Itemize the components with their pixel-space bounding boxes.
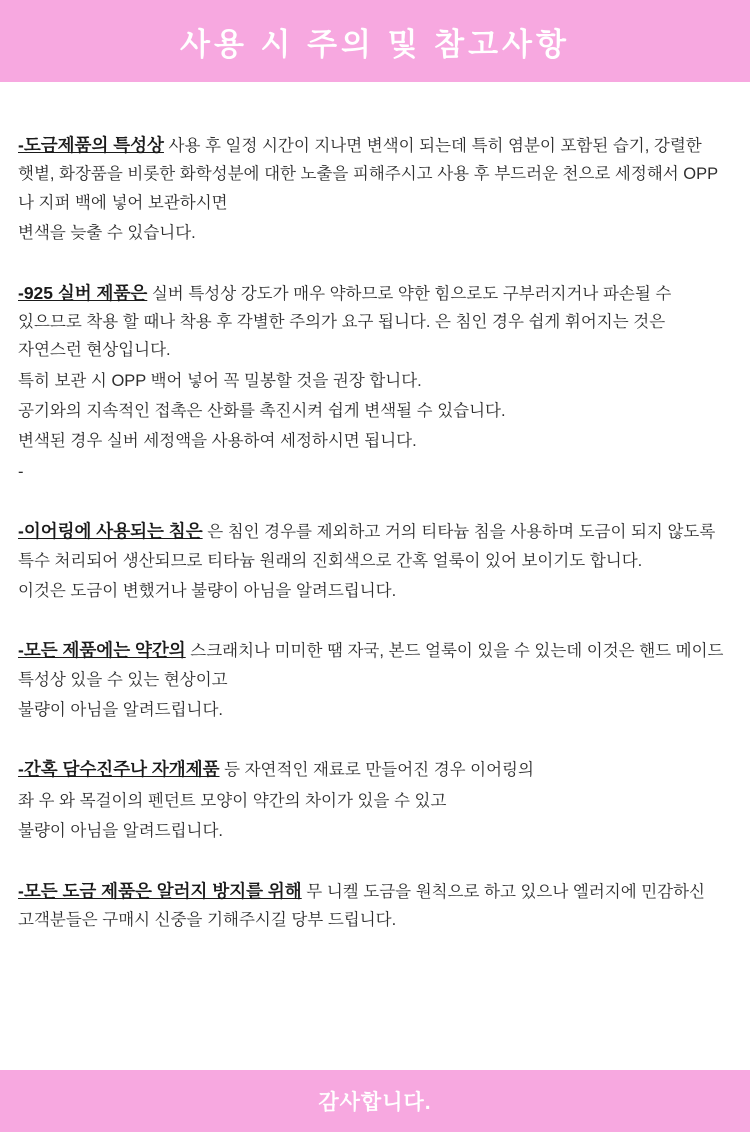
notice-section-1 (18, 130, 732, 248)
section-body: 변색을 늦출 수 있습니다. (18, 224, 196, 243)
notice-paragraph (18, 876, 732, 935)
section-body: 사용 후 일정 시간이 지나면 변색이 되는데 특히 염분이 포함된 습기, 강렬한 햇볕, 화장품을 비롯한 화학성분에 대한 노출을 피해주시고 사용 후 부드러운 천으로 세정해서 OPP 나 지퍼 백에 넣어 보관하시면 (18, 137, 718, 212)
section-body: 특히 보관 시 OPP 백어 넣어 꼭 밀봉할 것을 권장 합니다. (18, 371, 422, 390)
section-lead: -도금제품의 특성상 (18, 135, 164, 155)
section-divider-dash: - (18, 462, 24, 481)
notice-paragraph (18, 635, 732, 694)
header-banner (0, 0, 750, 82)
section-body: 은 침인 경우를 제외하고 거의 티타늄 침을 사용하며 도금이 되지 않도록 특수 처리되어 생산되므로 티타늄 원래의 진회색으로 간혹 얼룩이 있어 보이기도 합니다. (18, 523, 716, 570)
section-lead: -간혹 담수진주나 자개제품 (18, 759, 220, 780)
section-body: 이것은 도금이 변했거나 불량이 아님을 알려드립니다. (18, 581, 397, 600)
section-body: 불량이 아님을 알려드립니다. (18, 701, 224, 719)
section-lead: -모든 제품에는 약간의 (18, 640, 186, 661)
notice-section-3 (18, 516, 732, 605)
notice-section-5 (18, 754, 732, 845)
section-lead: -모든 도금 제품은 알러지 방지를 위해 (18, 880, 302, 901)
footer-banner (0, 1070, 750, 1132)
notice-section-2 (18, 278, 732, 487)
section-body: 스크래치나 미미한 땜 자국, 본드 얼룩이 있을 수 있는데 이것은 핸드 메이드 특성상 있을 수 있는 현상이고 (18, 642, 724, 689)
section-body: 무 니켈 도금을 원칙으로 하고 있으나 엘러지에 민감하신 고객분들은 구매시 신중을 기해주시길 당부 드립니다. (18, 882, 705, 929)
notice-section-4 (18, 635, 732, 724)
section-lead: -이어링에 사용되는 침은 (18, 521, 203, 542)
section-body: 불량이 아님을 알려드립니다. (18, 822, 224, 841)
section-body: 좌 우 와 목걸이의 펜던트 모양이 약간의 차이가 있을 수 있고 (18, 791, 447, 810)
notice-paragraph (18, 130, 732, 217)
notice-content (0, 82, 750, 974)
footer-thanks-text: 감사합니다. (318, 1091, 432, 1114)
section-body: 공기와의 지속적인 접촉은 산화를 촉진시켜 쉽게 변색될 수 있습니다. (18, 402, 506, 420)
section-body: 변색된 경우 실버 세정액을 사용하여 세정하시면 됩니다. (18, 432, 417, 451)
notice-section-6 (18, 876, 732, 935)
section-body: 등 자연적인 재료로 만들어진 경우 이어링의 (219, 761, 534, 780)
notice-paragraph (18, 278, 732, 365)
page-title: 사용 시 주의 및 참고사항 (180, 26, 570, 62)
notice-paragraph (18, 754, 732, 784)
section-lead: -925 실버 제품은 (18, 282, 148, 303)
section-body: 실버 특성상 강도가 매우 약하므로 약한 힘으로도 구부러지거나 파손될 수 있으므로 착용 할 때나 착용 후 각별한 주의가 요구 됩니다. 은 침인 경우 쉽게 휘어지는 것은 자연스런 현상입니다. (18, 284, 672, 360)
notice-paragraph (18, 516, 732, 575)
